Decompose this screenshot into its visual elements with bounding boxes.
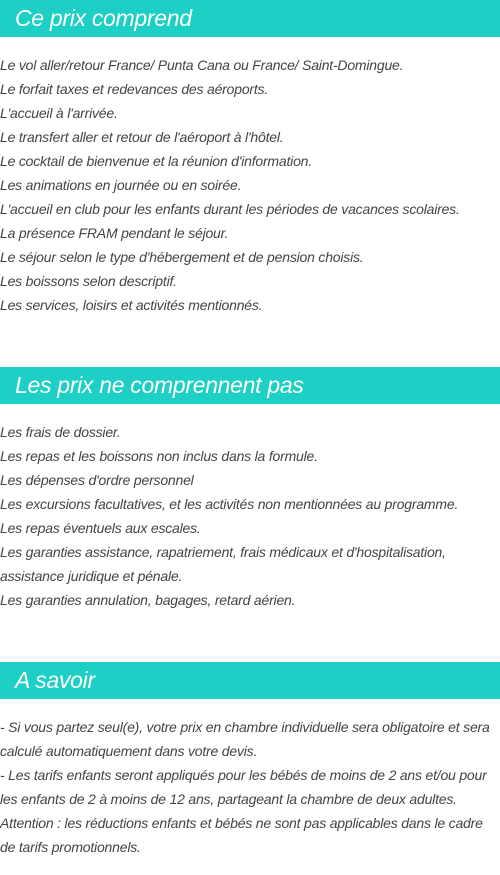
list-item: Les repas éventuels aux escales. [0, 520, 201, 536]
list-item: Les frais de dossier. [0, 424, 121, 440]
list-item: Les garanties annulation, bagages, retard aérien. [0, 592, 296, 608]
list-item: Les boissons selon descriptif. [0, 273, 177, 289]
list-item: Les services, loisirs et activités mentionnés. [0, 297, 263, 313]
list-item: Les repas et les boissons non inclus dans la formule. [0, 448, 318, 464]
list-item: - Les tarifs enfants seront appliqués pour les bébés de moins de 2 ans et/ou pour les enfants de 2 à moins de 12 ans, partageant la chambre de deux adultes. [0, 767, 487, 807]
list-item: Les animations en journée ou en soirée. [0, 177, 242, 193]
list-item: Le séjour selon le type d'hébergement et de pension choisis. [0, 249, 364, 265]
list-item: La présence FRAM pendant le séjour. [0, 225, 229, 241]
section-header-ce-prix-comprend: Ce prix comprend [0, 0, 500, 37]
list-item: Le transfert aller et retour de l'aéroport à l'hôtel. [0, 129, 284, 145]
excluded-list [0, 420, 500, 612]
list-item: Les dépenses d'ordre personnel [0, 472, 194, 488]
list-item: L'accueil à l'arrivée. [0, 105, 118, 121]
section-header-a-savoir: A savoir [0, 662, 500, 699]
list-item: Le forfait taxes et redevances des aéroports. [0, 81, 269, 97]
section-header-non-compris: Les prix ne comprennent pas [0, 367, 500, 404]
info-list [0, 715, 500, 859]
included-list [0, 53, 500, 317]
list-item: Le vol aller/retour France/ Punta Cana ou France/ Saint-Domingue. [0, 57, 404, 73]
list-item: L'accueil en club pour les enfants durant les périodes de vacances scolaires. [0, 201, 460, 217]
list-item: Le cocktail de bienvenue et la réunion d'information. [0, 153, 312, 169]
list-item: Les excursions facultatives, et les activités non mentionnées au programme. [0, 496, 459, 512]
list-item: Les garanties assistance, rapatriement, frais médicaux et d'hospitalisation, assistance juridique et pénale. [0, 544, 446, 584]
list-item: Attention : les réductions enfants et bébés ne sont pas applicables dans le cadre de tarifs promotionnels. [0, 815, 483, 855]
list-item: - Si vous partez seul(e), votre prix en chambre individuelle sera obligatoire et sera calculé automatiquement dans votre devis. [0, 719, 490, 759]
